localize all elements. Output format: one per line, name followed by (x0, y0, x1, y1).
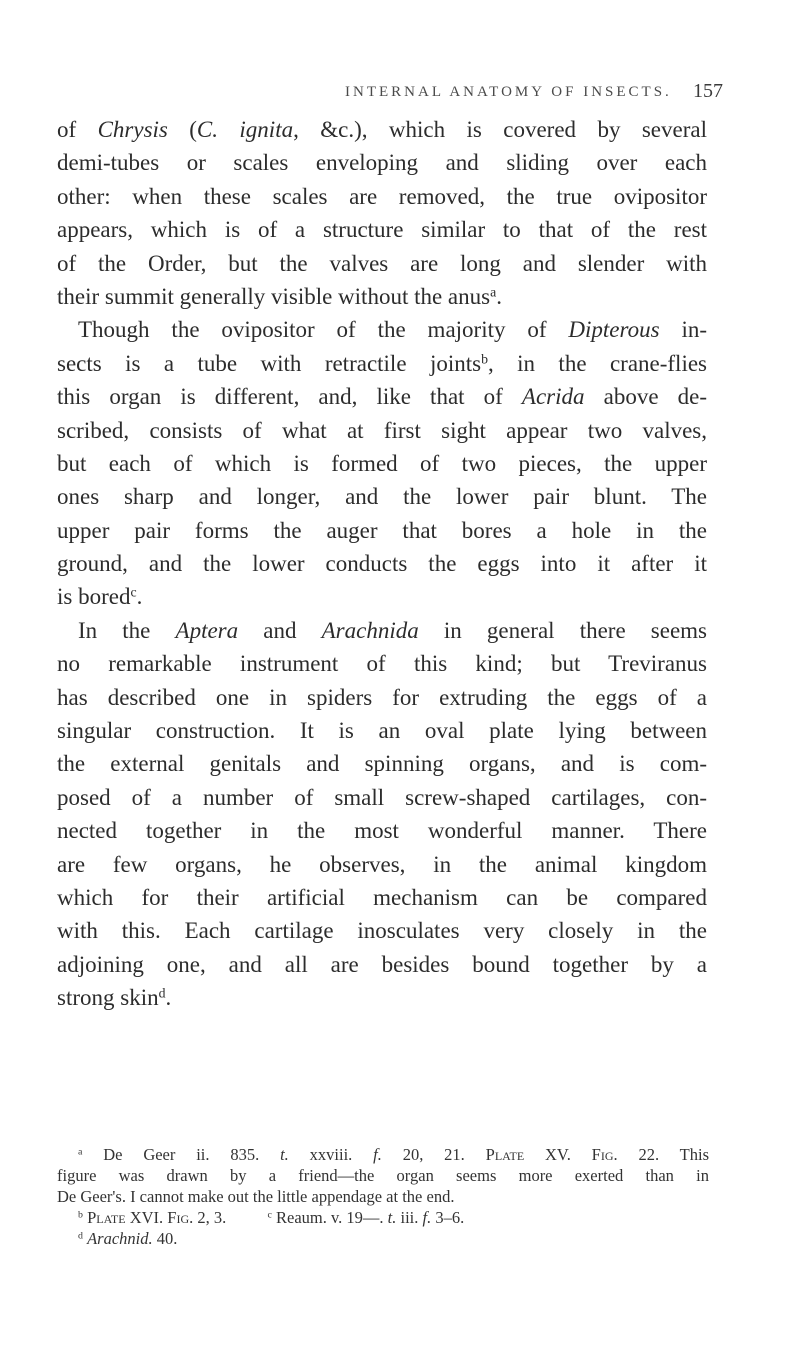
text-line: adjoining one, and all are besides bound together by a (57, 951, 707, 977)
text-line: singular construction. It is an oval plate lying between (57, 718, 707, 744)
text-line: nected together in the most wonderful manner. There (57, 818, 707, 844)
footnote-ref: d (158, 985, 166, 1001)
text-line: has described one in spiders for extruding the eggs of a (57, 684, 707, 710)
text-line: ground, and the lower conducts the eggs into it after it (57, 551, 707, 577)
text-line: the external genitals and spinning organs, and is com- (57, 751, 707, 777)
text-line: Though the ovipositor of the majority of Dipterous in- (78, 317, 707, 343)
text-line: demi-tubes or scales enveloping and sliding over each (57, 150, 707, 176)
text-line: of Chrysis (C. ignita, &c.), which is covered by several (57, 117, 707, 142)
text-line: with this. Each cartilage inosculates very closely in the (57, 918, 707, 944)
footnote-line: $^b$ Plate XVI. Fig. 2, 3. $^c$ Reaum. v. 19—. t. iii. f. 3–6. (78, 1208, 465, 1227)
text-line: sects is a tube with retractile joints$^b$, in the crane-flies (57, 350, 707, 376)
footnote-line: De Geer's. I cannot make out the little appendage at the end. (57, 1187, 455, 1206)
text-line: strong skin$^d$. (57, 985, 172, 1011)
footnote-ref: a (490, 284, 497, 300)
text-line: their summit generally visible without the anus$^a$. (57, 283, 502, 309)
running-title: INTERNAL ANATOMY OF INSECTS. (345, 84, 672, 100)
footnote-marker: a (78, 1146, 83, 1158)
text-line: In the Aptera and Arachnida in general there seems (78, 617, 707, 643)
running-head (0, 80, 800, 108)
text-line: upper pair forms the auger that bores a hole in the (57, 517, 707, 543)
footnote-ref: b (481, 351, 488, 367)
footnotes (57, 1144, 709, 1249)
footnote-line: $^a$ De Geer ii. 835. t. xxviii. f. 20, 21. Plate XV. Fig. 22. This (78, 1145, 710, 1164)
text-line: is bored$^c$. (57, 584, 143, 610)
footnote-marker: d (78, 1230, 83, 1242)
text-line: this organ is different, and, like that of Acrida above de- (57, 384, 707, 410)
body-text (57, 113, 707, 1015)
footnote-marker: c (267, 1209, 272, 1221)
text-line: appears, which is of a structure similar to that of the rest (57, 217, 707, 243)
footnote-ref: c (130, 584, 137, 600)
text-line: ones sharp and longer, and the lower pair blunt. The (57, 484, 707, 510)
page-number: 157 (693, 80, 723, 102)
footnote-marker: b (78, 1209, 83, 1221)
text-line: scribed, consists of what at first sight appear two valves, (57, 417, 707, 443)
text-line: are few organs, he observes, in the animal kingdom (57, 851, 707, 877)
footnote-line: $^d$ Arachnid. 40. (78, 1229, 178, 1248)
text-line: but each of which is formed of two pieces, the upper (57, 450, 707, 476)
text-line: other: when these scales are removed, the true ovipositor (57, 183, 707, 209)
text-line: no remarkable instrument of this kind; but Treviranus (57, 651, 707, 677)
text-line: posed of a number of small screw-shaped cartilages, con- (57, 784, 707, 810)
footnote-line: figure was drawn by a friend—the organ seems more exerted than in (57, 1166, 709, 1185)
text-line: of the Order, but the valves are long and slender with (57, 250, 707, 276)
text-line: which for their artificial mechanism can be compared (57, 884, 707, 910)
